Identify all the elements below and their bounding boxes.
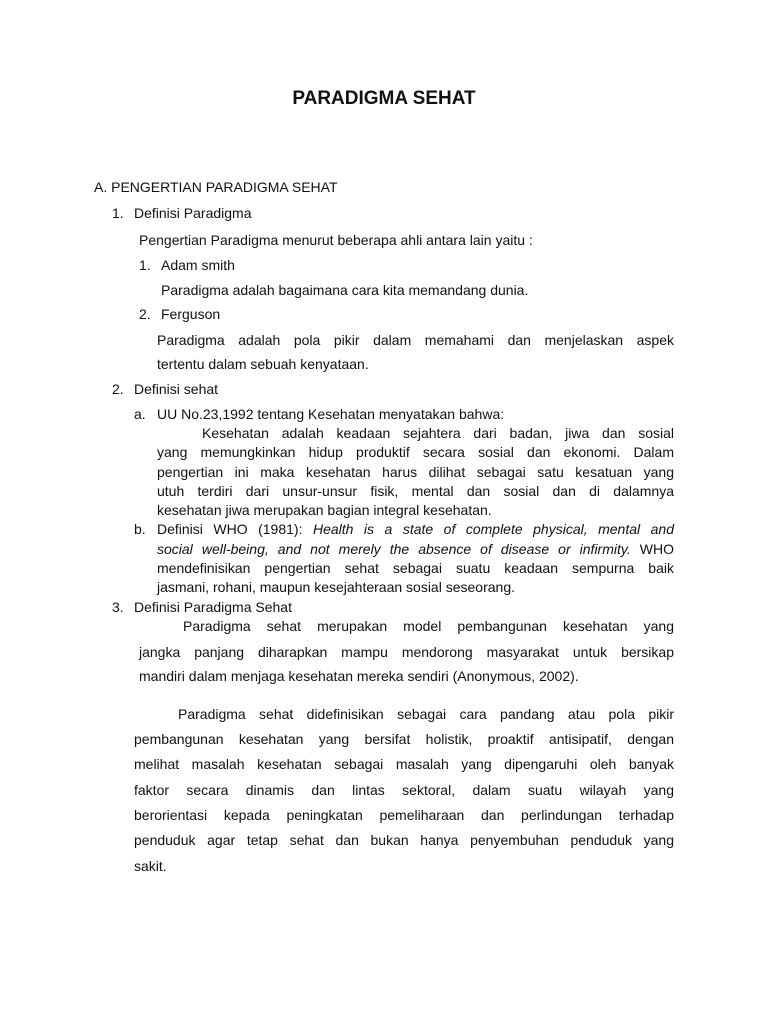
who-prefix: Definisi WHO (1981): bbox=[157, 521, 303, 537]
paragraph-line: Kesehatan adalah keadaan sejahtera dari badan, jiwa dan sosial bbox=[202, 425, 674, 441]
subheading-definisi-paradigma: Definisi Paradigma bbox=[134, 205, 252, 221]
paragraph-line: sakit. bbox=[134, 858, 167, 874]
paragraph-line: jangka panjang diharapkan mampu mendorong masyarakat untuk bersikap bbox=[139, 644, 674, 660]
list-number: 2. bbox=[139, 306, 151, 322]
page-title: PARADIGMA SEHAT bbox=[292, 88, 476, 109]
paragraph-line-who bbox=[157, 540, 674, 558]
subheading-definisi-paradigma-sehat: Definisi Paradigma Sehat bbox=[134, 599, 292, 615]
list-letter: a. bbox=[134, 406, 146, 422]
paragraph-line-who bbox=[157, 520, 674, 538]
subheading-adam-smith: Adam smith bbox=[161, 257, 235, 273]
paragraph-line: tertentu dalam sebuah kenyataan. bbox=[157, 356, 369, 372]
paragraph-line: pembangunan kesehatan yang bersifat holistik, proaktif antisipatif, dengan bbox=[134, 731, 674, 747]
paragraph-line: Pengertian Paradigma menurut beberapa ahli antara lain yaitu : bbox=[139, 232, 533, 248]
paragraph-line: mandiri dalam menjaga kesehatan mereka sendiri (Anonymous, 2002). bbox=[139, 668, 579, 684]
list-number: 1. bbox=[139, 257, 151, 273]
paragraph-line: penduduk agar tetap sehat dan bukan hanya penyembuhan penduduk yang bbox=[134, 832, 674, 848]
paragraph-line: berorientasi kepada peningkatan pemeliharaan dan perlindungan terhadap bbox=[134, 807, 674, 823]
list-letter: b. bbox=[134, 521, 146, 537]
list-number: 2. bbox=[112, 381, 124, 397]
subheading-ferguson: Ferguson bbox=[161, 306, 221, 322]
paragraph-line: kesehatan jiwa merupakan bagian integral kesehatan. bbox=[157, 502, 492, 518]
section-heading-a: A. PENGERTIAN PARADIGMA SEHAT bbox=[94, 179, 338, 195]
subheading-definisi-sehat: Definisi sehat bbox=[134, 381, 219, 397]
paragraph-line: UU No.23,1992 tentang Kesehatan menyatakan bahwa: bbox=[157, 406, 505, 422]
paragraph-line: utuh terdiri dari unsur-unsur fisik, mental dan sosial dan di dalamnya bbox=[157, 483, 674, 499]
who-quote-italic: Health is a state of complete physical, mental and bbox=[312, 521, 674, 537]
paragraph-line: Paradigma sehat merupakan model pembangunan kesehatan yang bbox=[183, 618, 674, 634]
paragraph-line: melihat masalah kesehatan sebagai masalah yang dipengaruhi oleh banyak bbox=[134, 756, 674, 772]
who-quote-italic: social well-being, and not merely the absence of disease or infirmity. bbox=[157, 541, 631, 557]
paragraph-line: pengertian ini maka kesehatan harus dilihat sebagai satu kesatuan yang bbox=[157, 464, 674, 480]
paragraph-line: jasmani, rohani, maupun kesejahteraan sosial seseorang. bbox=[157, 579, 515, 595]
paragraph-line: yang memungkinkan hidup produktif secara sosial dan ekonomi. Dalam bbox=[157, 444, 674, 460]
paragraph-line: Paradigma adalah pola pikir dalam memahami dan menjelaskan aspek bbox=[157, 332, 674, 348]
paragraph-line: faktor secara dinamis dan lintas sektoral, dalam suatu wilayah yang bbox=[134, 782, 674, 798]
list-number: 1. bbox=[112, 205, 124, 221]
paragraph-line: Paradigma sehat didefinisikan sebagai cara pandang atau pola pikir bbox=[178, 706, 674, 722]
list-number: 3. bbox=[112, 599, 124, 615]
paragraph-line: Paradigma adalah bagaimana cara kita memandang dunia. bbox=[161, 282, 529, 298]
who-label: WHO bbox=[639, 541, 674, 557]
paragraph-line: mendefinisikan pengertian sehat sebagai suatu keadaan sempurna baik bbox=[157, 560, 674, 576]
